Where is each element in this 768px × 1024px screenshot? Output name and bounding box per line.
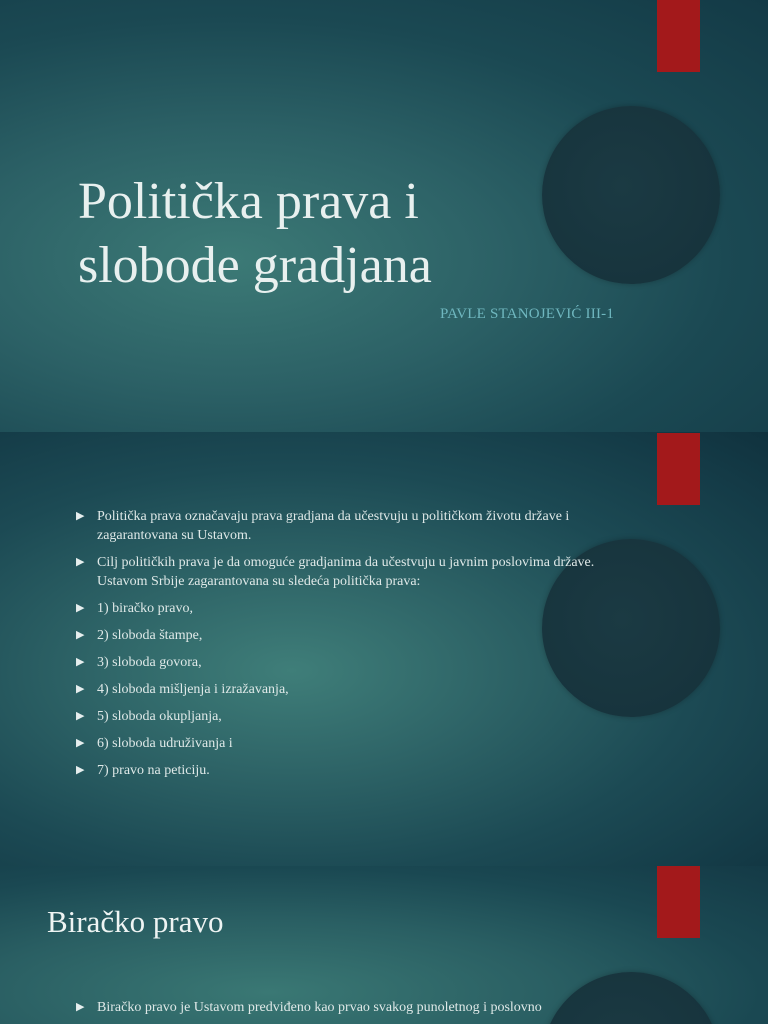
slide-voting-right [0, 866, 768, 1024]
bullet-arrow-icon: ▶ [76, 683, 85, 695]
slide-title [0, 0, 768, 432]
slide-political-rights [0, 432, 768, 866]
bullet-arrow-icon: ▶ [76, 656, 85, 668]
list-item: ▶ 4) sloboda mišljenja i izražavanja, [76, 682, 289, 697]
list-item: ▶ 5) sloboda okupljanja, [76, 709, 222, 724]
list-item: ▶ 6) sloboda udruživanja i [76, 736, 233, 751]
bullet-arrow-icon: ▶ [76, 764, 85, 776]
slide-heading: Biračko pravo [47, 904, 224, 939]
bullet-arrow-icon: ▶ [76, 710, 85, 722]
bullet-arrow-icon: ▶ [76, 629, 85, 641]
bullet-arrow-icon: ▶ [76, 737, 85, 749]
rights-bullet-list [76, 507, 636, 788]
list-item: ▶ Biračko pravo je Ustavom predviđeno kao prvao svakog punoletnog i poslovno [76, 1000, 542, 1015]
list-item: ▶ 3) sloboda govora, [76, 655, 202, 670]
red-accent-bar [657, 433, 700, 505]
bullet-arrow-icon: ▶ [76, 602, 85, 614]
bullet-arrow-icon: ▶ [76, 556, 85, 568]
list-item: ▶ 1) biračko pravo, [76, 601, 194, 616]
list-item: ▶ 2) sloboda štampe, [76, 628, 203, 643]
list-item: ▶ Politička prava označavaju prava gradjana da učestvuju u političkom životu države i zagarantovana su Ustavom. [76, 509, 570, 543]
bullet-arrow-icon: ▶ [76, 510, 85, 522]
list-item: ▶ Cilj političkih prava je da omoguće gradjanima da učestvuju u javnim poslovima države. Ustavom Srbije zagarantovana su sledeća politička prava: [76, 555, 595, 589]
bullet-arrow-icon: ▶ [76, 1001, 85, 1013]
red-accent-bar [657, 866, 700, 938]
author-subtitle: PAVLE STANOJEVIĆ III-1 [440, 306, 615, 322]
title-line-2: slobode gradjana [78, 237, 432, 294]
title-line-1: Politička prava i [78, 173, 419, 230]
slide-title-heading [78, 170, 598, 298]
red-accent-bar [657, 0, 700, 72]
list-item: ▶ 7) pravo na peticiju. [76, 763, 210, 778]
voting-bullet-list [76, 998, 636, 1024]
